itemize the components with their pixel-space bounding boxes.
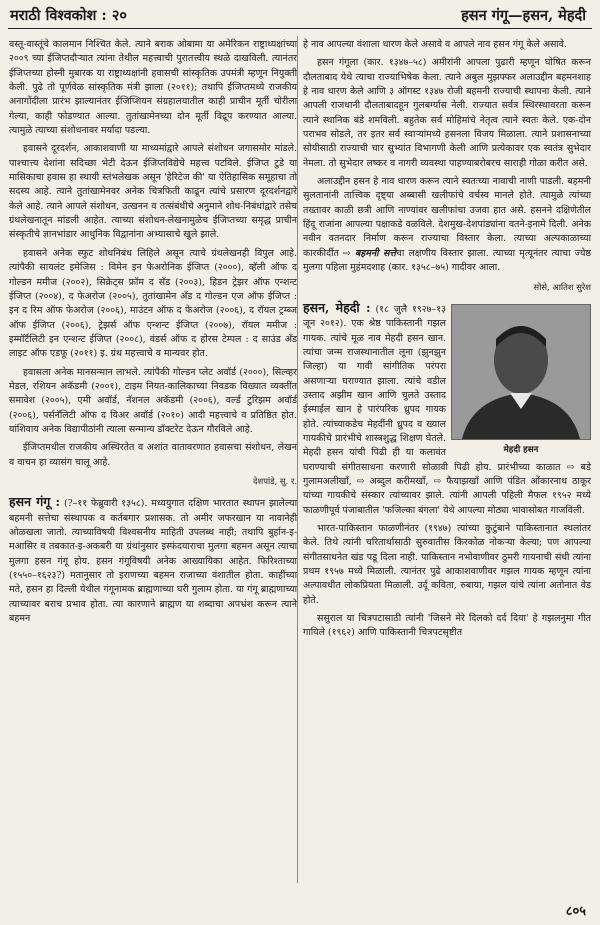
entry-hasan-mehdi [303,301,591,518]
entry-text: (१८ जुलै १९२७–१३ जून २०१२). एक श्रेष्ठ पाकिस्तानी गझल गायक. त्यांचे मूळ नाव मेहदी हसन खान. त्यांचा जन्म राजस्थानातील लूना (झुनझुन जिल्हा) या गावी सांगीतिक परंपरा असणाऱ्या घराण्यात झाला. त्यांचे वडील उस्ताद अझीम खान आणि चुलते उस्ताद ईस्माईल खान हे पारंपरिक ध्रुपद गायक होते. त्यांच्याकडेच मेहदींनी ध्रुपद व ख्याल गायकीचे प्रारंभीचे शास्त्रशुद्ध शिक्षण घेतले. मेहदी हसन यांची पिढी ही या कलावंत घराण्याची संगीतसाधना करणारी सोळावी पिढी होय. प्रारंभीच्या काळात ⇨ बडे गुलामअलीखाँ, ⇨ अब्दुल करीमखाँ, ⇨ फैयाझखाँ आणि पंडित ओंकारनाथ ठाकूर यांच्या गायकीचे संस्कार त्यांच्यावर झाले. त्यांनी आपली पहिली मैफल १९५२ मध्ये फाळणीपूर्व पंजाबातील 'फजिल्का बंगला' येथे आपल्या मोठ्या भावासोबत गाजविली. [303,303,591,516]
entry-heading: हसन गंगू : [9,494,61,510]
author-signature: देशपांडे, सु. र. [253,475,297,486]
entry-hasan-gangu [9,495,297,626]
paragraph: हवासला अनेक मानसन्मान लाभले. त्यांपैकी गोल्डन प्लेट अवॉर्ड (२०००), सिल्व्हर मेडल, रशियन अकॅडमी (२००१), टाइम नियत-कालिकाच्या निवडक विख्यात व्यक्तींत समावेश (२००५), एमी अवॉर्ड, नॅशनल अकॅडमी (२००६), वर्ल्ड टुरिझम अवॉर्ड (२००६), पर्सनॅलिटी ऑफ द यिअर अवॉर्ड (२०१०) आदी महत्त्वाचे व प्रतिष्ठित होत. यांशिवाय अनेक विद्यापीठांनी त्याला सन्मान्य डॉक्टरेट देऊन गौरविले आहे. [9,366,297,435]
paragraph: ससुराल या चित्रपटासाठी त्यांनी 'जिसने मेरे दिलको दर्द दिया' हे गझलनुमा गीत गायिले (१९६२) आणि पाकिस्तानी चित्रपटसृष्टीत [303,613,591,639]
left-column [9,38,297,630]
entry-text: (?–११ फेब्रुवारी १३५८). मध्ययुगात दक्षिण भारतात स्थापन झालेल्या बहमनी सत्तेचा संस्थापक व कर्तबगार प्रशासक. तो अमीर जफरखान या नावानेही ओळखला जातो. त्याच्याविषयी विश्वसनीय माहिती उपलब्ध नाही; तथापि बुर्हान-इ-मआसिर व तबकात-इ-अकबरी या ग्रंथांनुसार इस्फंदयाराचा मुलगा बहमन असून त्याचा मुलगा हसन गंगू होय. हसन गंगूविषयी अनेक आख्यायिका आहेत. फिरिश्ताच्या (१५५०–१६२३?) मतानुसार तो इराणच्या बहमन राजाच्या वंशातील होता. काहींच्या मते, हसन हा दिल्ली येथील गंगूनामक ब्राह्मणाच्या घरी गुलाम होता. या गंगू ब्राह्मणाच्या त्याच्यावर बराच प्रभाव होता. त्या कारणाने ब्राह्मण या शब्दाचा अपभ्रंश करून त्याने बहमन [9,498,298,625]
header-entry-range: हसन गंगू—हसन, मेहदी [461,7,586,24]
paragraph: हे नाव आपल्या वंशाला धारण केले असावे व आपले नाव हसन गंगू केले असावे. [303,39,567,50]
header-volume-title: मराठी विश्वकोश : २० [10,7,127,24]
paragraph: हवासने अनेक स्फुट शोधनिबंध लिहिले असून त्याचे ग्रंथलेखनही विपुल आहे. त्यांपैकी सायलंट इमेजिस : विमेन इन फेअरोनिक ईजिप्त (२०००), व्हॅली ऑफ द गोल्डन ममीज (२००२), सिक्रेट्स फ्रॉम द सँड (२००३), हिडन ट्रेझर ऑफ एन्शन्ट ईजिप्त (२००४), द फेअरोज (२००५), तुतांखामेन अँड द गोल्डन एज ऑफ ईजिप्त : इन द रिम ऑफ फेअरोज (२००६), माउंटन ऑफ द फेअरोज (२००६), द रॉयल ट्रम्ब्ज ऑफ ईजिप्त (२००६), ट्रेझर्स ऑफ एन्शन्ट ईजिप्त (२००७), रॉयल ममीज : इम्मॉर्टॅलिटी इन एन्शन्ट ईजिप्त (२००८), वंडर्स ऑफ द होरस टेम्पल : द साउंड अँड लाइट ऑफ एडफू (२०११) इ. ग्रंथ महत्त्वाचे व मान्यवर होत. [9,247,297,360]
portrait-figure [451,304,591,457]
paragraph: हसन गंगूला (कार. १३४७–५८) अमीरांनी आपला पुढारी म्हणून घोषित करून दौलताबाद येथे त्याचा राज्याभिषेक केला. त्याने अबुल मुझफ्फर अलाउद्दीन बहमनशाह हे नाव धारण केले आणि ३ ऑगस्ट १३४७ रोजी बहमनी राज्याची स्थापना केली. त्याने आपली राजधानी दौलताबादहून गुलबर्ग्यास नेली. राज्यात सर्वत्र स्थिरस्थावरता करून त्याने स्थानिक बंडे शमविली. बहुतेक सर्व मोहिमांचे नेतृत्व त्याने स्वतः केले. एक-दोन पराभव सोडले, तर इतर सर्व स्वाऱ्यांमध्ये हसनला विजय मिळाला. त्याने प्रशासनाच्या सोयीसाठी राज्याची चार सुभ्यांत विभागणी केली आणि प्रत्येकावर एक स्वतंत्र सुभेदार नेमला. तो सुभेदार लष्कर व नागरी व्यवस्था पाहण्याबरोबरच साराही गोळा करीत असे. [303,57,591,169]
cross-reference-arrow-icon: ⇨ [343,248,351,259]
page-number: ८०५ [565,904,586,919]
portrait-image [452,305,590,439]
header-rule [8,28,592,29]
paragraph: ईजिप्तमधील राजकीय अस्थिरतेत व अशांत वातावरणात हवासचा संशोधन, लेखन व वाचन हा व्यासंग चालू आहे. [9,442,297,468]
right-column [303,38,591,645]
paragraph: भारत-पाकिस्तान फाळणीनंतर (१९४७) त्यांच्या कुटुंबाने पाकिस्तानात स्थलांतर केले. तिथे त्यांनी चरितार्थासाठी सुरुवातीस किरकोळ नोकऱ्या केल्या; पण आपल्या संगीतसाधनेत खंड पडू दिला नाही. पाकिस्तान नभोवाणीवर ठुमरी गायनाची संधी त्यांना प्रथम १९५७ मध्ये मिळाली. त्यानंतर पुढे आकाशवाणीवर गझल गायक म्हणून त्यांना अल्पावधीत लोकप्रियता मिळाली. उर्दू कविता, रुबाया, गझल यांचे त्यांना अतोनात वेड होते. [303,523,591,606]
cross-reference-link[interactable]: बहमनी सत्ते [350,247,396,259]
paragraph: अलाउद्दीन हसन हे नाव धारण करून त्याने स्वतःच्या नावाची नाणी पाडली. बहमनी सुलतानांनी तात्त्विक दृष्ट्या अब्बासी खलीफांचे वर्चस्व मानले होते. त्यामुळे त्यांच्या तख्तावर काळी छत्री आणि नाण्यांवर खलीफांचा उजवा हात असे. हसनने दक्षिणेतील हिंदू राजांना आपल्या पक्षाकडे वळविले. देशमुख-देशपांड्यांना वतने-इनामे दिली. अनेक नवीन वतनदार निर्माण करून राज्याचा विस्तार केला. त्याच्या अल्पकाळाच्या कारकीर्दीत ⇨ बहमनी सत्तेचा लक्षणीय विस्तार झाला. त्याच्या मृत्यूनंतर त्याचा ज्येष्ठ मुलगा पहिला मुहंमदशाह (कार. १३५८–७५) गादीवर आला. [303,176,591,274]
author-signature: सोसे, आतिश सुरेश [533,281,591,292]
paragraph: वस्तू-वास्तूंचे कालमान निश्चित केले. त्याने बराक ओबामा या अमेरिकन राष्ट्राध्यक्षांच्या २००९ च्या ईजिप्तदौऱ्यात त्यांना तेथील महत्त्वाची पुरातत्त्वीय स्थळे दाखविली. त्यानंतर ईजिप्तच्या होस्नी मुबारक या राष्ट्राध्यक्षांनी हवासची सांस्कृतिक उपमंत्री म्हणून नियुक्ती केली. पुढे तो पूर्णवेळ सांस्कृतिक मंत्री झाला (२०११); तथापि ईजिप्तमध्ये राजकीय अनागोंदीला प्रारंभ झाल्यानंतर ईजिप्शियन संग्रहालयातील काही प्राचीन मूर्ती चोरीला गेल्या, काही फोडण्यात आल्या. तुतांखामेनच्या दोन मूर्ती विद्रूप करण्यात आल्या. त्यामुळे त्याच्या संशोधनावर मर्यादा पडल्या. [9,39,297,137]
portrait-photo [451,304,591,440]
photo-caption: मेहदी हसन [503,444,539,455]
column-divider [297,36,298,883]
entry-heading: हसन, मेहदी : [303,299,371,315]
paragraph: हवासने दूरदर्शन, आकाशवाणी या माध्यमांद्वारे आपले संशोधन जगासमोर मांडले. पाश्चात्त्य देशांना सदिच्छा भेटी देऊन ईजिप्तविद्येचे महत्त्व पटविले. ईजिप्त टुडे या मासिकाचा हवास हा स्थायी स्तंभलेखक असून 'हेरिटेज की' या ऐतिहासिक समूहाचा तो सदस्य आहे. त्याने तुतांखामेनवर अनेक चित्रफिती काढून त्यांचे प्रसारण दूरदर्शनद्वारे केले आहे. त्याने आपले संशोधन, उत्खनन व तत्संबंधीचे अनुमाने शोध-निबंधांद्वारे तसेच ग्रंथलेखनातून मांडली आहेत. त्याच्या संशोधन-लेखनामुळेच ईजिप्तच्या समृद्ध प्राचीन संस्कृतीचे ज्ञानभांडार आधुनिक विद्वानांना अभ्यासाचे खुले झाले. [9,143,297,241]
